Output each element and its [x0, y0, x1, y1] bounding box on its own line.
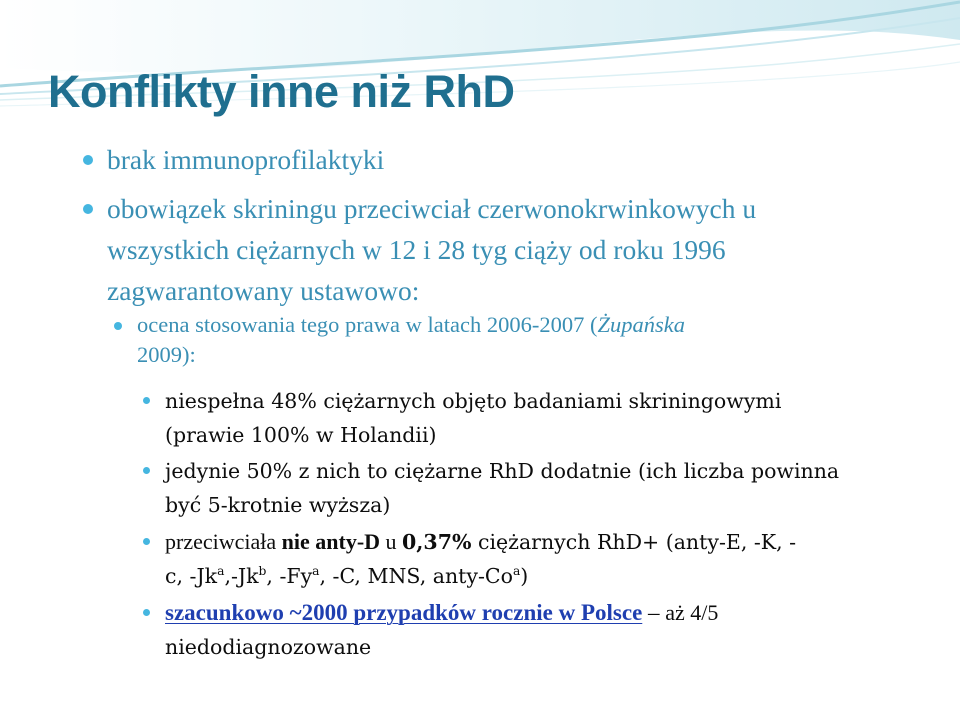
point-rhd-positive-share: [165, 454, 895, 522]
bullet-no-immunoprophylaxis: [107, 139, 877, 180]
point-text: ,-Jk: [224, 564, 259, 588]
bullet-dot: [114, 322, 122, 330]
point-text: niedodiagnozowane: [165, 635, 372, 659]
subbullet-law-assessment: [137, 310, 877, 370]
point-text: jedynie 50% z nich to ciężarne RhD dodatnie (ich liczba powinna: [165, 459, 840, 483]
bullet-dot: [143, 609, 150, 616]
point-text: ciężarnych RhD+ (anty-E, -K, -: [471, 530, 797, 554]
bullet-text-line: obowiązek skriningu przeciwciał czerwonokrwinkowych u: [107, 193, 757, 224]
point-text: niespełna 48% ciężarnych objęto badaniami skriningowymi: [165, 389, 782, 413]
point-text: przeciwciała: [165, 529, 282, 554]
slide-title: Konflikty inne niż RhD: [48, 66, 515, 117]
bullet-dot: [143, 467, 150, 474]
point-text: , -Fy: [266, 564, 313, 588]
point-text: być 5-krotnie wyższa): [165, 493, 391, 517]
point-estimated-cases: [165, 596, 895, 664]
bullet-dot: [143, 397, 150, 404]
point-screening-coverage: [165, 384, 895, 452]
point-text: u: [380, 529, 403, 554]
superscript: b: [258, 564, 267, 579]
bullet-dot: [143, 538, 150, 545]
bullet-text-line: wszystkich ciężarnych w 12 i 28 tyg ciąży od roku 1996: [107, 234, 726, 265]
point-text: , -C, MNS, anty-Co: [319, 564, 513, 588]
emphasis-percentage: 0,37%: [402, 530, 472, 554]
emphasis-case-estimate: szacunkowo ~2000 przypadków rocznie w Polsce: [165, 600, 643, 625]
bullet-screening-obligation: [107, 188, 877, 311]
bullet-text-line: zagwarantowany ustawowo:: [107, 275, 420, 306]
bullet-text: brak immunoprofilaktyki: [107, 144, 385, 175]
point-text: ): [520, 564, 529, 588]
superscript: a: [512, 564, 521, 579]
bullet-dot: [83, 204, 93, 214]
point-text: (prawie 100% w Holandii): [165, 423, 437, 447]
subbullet-text: ocena stosowania tego prawa w latach 2006-2007 (: [137, 312, 598, 337]
point-text: c, -Jk: [165, 564, 218, 588]
point-text: aż 4/5: [665, 600, 719, 625]
point-non-anti-d-antibodies: [165, 525, 895, 593]
superscript: a: [217, 564, 225, 579]
bullet-dot: [83, 155, 93, 165]
emphasis-non-anti-d: nie anty-D: [281, 529, 381, 554]
subbullet-text: 2009):: [137, 342, 196, 367]
point-text: –: [642, 600, 666, 625]
citation-author: Żupańska: [597, 312, 685, 337]
superscript: a: [312, 564, 320, 579]
